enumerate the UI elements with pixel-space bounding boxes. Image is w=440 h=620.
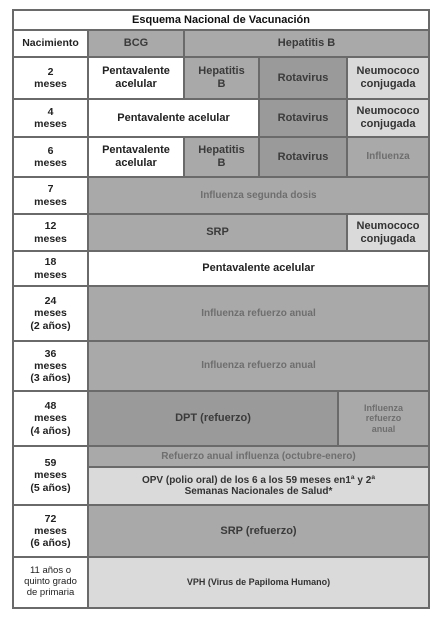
vaccine-hepatitis-b-6m: Hepatitis B	[184, 137, 259, 177]
vaccine-rotavirus-2m: Rotavirus	[259, 57, 347, 99]
vaccine-srp-refuerzo: SRP (refuerzo)	[88, 505, 429, 557]
vaccine-srp-12m: SRP	[88, 214, 347, 251]
vaccine-bcg: BCG	[88, 30, 184, 57]
vaccine-influenza-segunda-dosis: Influenza segunda dosis	[88, 177, 429, 214]
vaccine-hepatitis-b-2m: Hepatitis B	[184, 57, 259, 99]
age-59-months: 59 meses (5 años)	[13, 446, 88, 505]
vaccine-rotavirus-6m: Rotavirus	[259, 137, 347, 177]
vaccine-pentavalente-2m: Pentavalente acelular	[88, 57, 184, 99]
vaccine-pentavalente-4m: Pentavalente acelular	[88, 99, 259, 137]
age-6-months: 6 meses	[13, 137, 88, 177]
vaccine-rotavirus-4m: Rotavirus	[259, 99, 347, 137]
age-nacimiento: Nacimiento	[13, 30, 88, 57]
vaccine-influenza-6m: Influenza	[347, 137, 429, 177]
vaccine-influenza-refuerzo-48m: Influenza refuerzo anual	[338, 391, 429, 446]
vaccine-pentavalente-6m: Pentavalente acelular	[88, 137, 184, 177]
vaccine-dpt-refuerzo: DPT (refuerzo)	[88, 391, 338, 446]
vaccine-opv-polio-oral: OPV (polio oral) de los 6 a los 59 meses en1ª y 2ª Semanas Nacionales de Salud*	[88, 467, 429, 505]
vaccine-neumococo-4m: Neumococo conjugada	[347, 99, 429, 137]
age-4-months: 4 meses	[13, 99, 88, 137]
vaccine-influenza-refuerzo-36m: Influenza refuerzo anual	[88, 341, 429, 391]
vaccine-vph: VPH (Virus de Papiloma Humano)	[88, 557, 429, 608]
vaccine-neumococo-12m: Neumococo conjugada	[347, 214, 429, 251]
vaccine-hepatitis-b-birth: Hepatitis B	[184, 30, 429, 57]
age-18-months: 18 meses	[13, 251, 88, 286]
age-72-months: 72 meses (6 años)	[13, 505, 88, 557]
age-2-months: 2 meses	[13, 57, 88, 99]
age-24-months: 24 meses (2 años)	[13, 286, 88, 341]
age-12-months: 12 meses	[13, 214, 88, 251]
vaccine-neumococo-2m: Neumococo conjugada	[347, 57, 429, 99]
age-11-years: 11 años o quinto grado de primaria	[13, 557, 88, 608]
table-title: Esquema Nacional de Vacunación	[13, 10, 429, 30]
age-7-months: 7 meses	[13, 177, 88, 214]
vaccine-influenza-refuerzo-59m: Refuerzo anual influenza (octubre-enero)	[88, 446, 429, 467]
vaccine-pentavalente-18m: Pentavalente acelular	[88, 251, 429, 286]
age-48-months: 48 meses (4 años)	[13, 391, 88, 446]
age-36-months: 36 meses (3 años)	[13, 341, 88, 391]
vaccine-influenza-refuerzo-24m: Influenza refuerzo anual	[88, 286, 429, 341]
vaccination-schedule-table	[12, 9, 430, 609]
